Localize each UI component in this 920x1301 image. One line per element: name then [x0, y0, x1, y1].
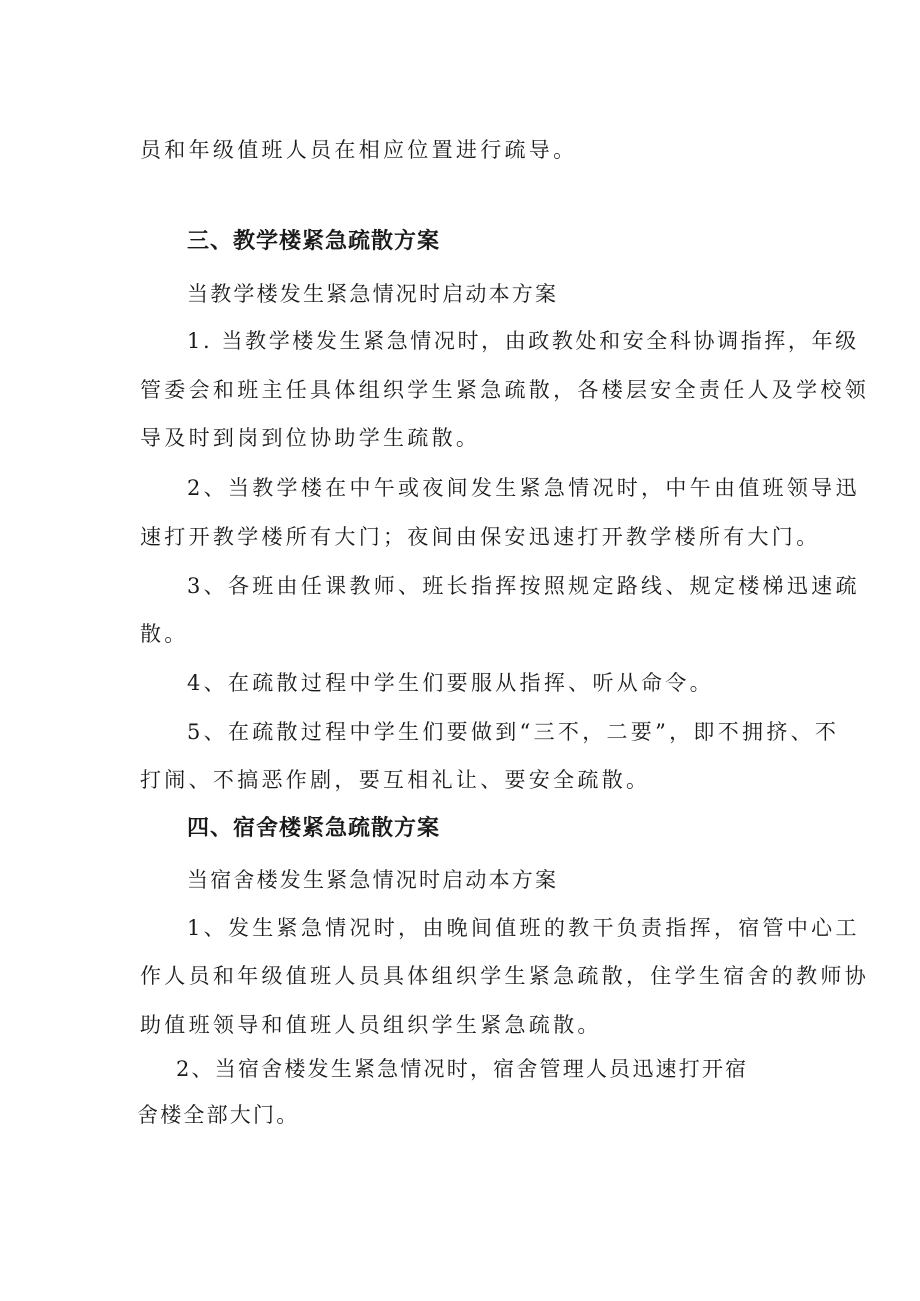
paragraph-line: 作人员和年级值班人员具体组织学生紧急疏散，住学生宿舍的教师协	[140, 964, 869, 988]
section-intro: 当教学楼发生紧急情况时启动本方案	[187, 282, 559, 306]
section-heading-teaching-building: 三、教学楼紧急疏散方案	[187, 229, 441, 254]
paragraph-line: 导及时到岗到位协助学生疏散。	[140, 426, 481, 450]
paragraph-line: 1. 当教学楼发生紧急情况时，由政教处和安全科协调指挥，年级	[187, 329, 859, 353]
paragraph-line: 4、在疏散过程中学生们要服从指挥、听从命令。	[187, 671, 714, 695]
paragraph-line: 管委会和班主任具体组织学生紧急疏散，各楼层安全责任人及学校领	[140, 378, 869, 402]
paragraph-line: 3、各班由任课教师、班长指挥按照规定路线、规定楼梯迅速疏	[187, 574, 860, 598]
paragraph-line: 2、当教学楼在中午或夜间发生紧急情况时，中午由值班领导迅	[187, 476, 860, 500]
paragraph-line: 1、发生紧急情况时，由晚间值班的教干负责指挥，宿管中心工	[187, 916, 860, 940]
paragraph-line: 5、在疏散过程中学生们要做到“三不，二要”，即不拥挤、不	[187, 720, 840, 744]
paragraph-line: 助值班领导和值班人员组织学生紧急疏散。	[140, 1013, 602, 1037]
section-intro: 当宿舍楼发生紧急情况时启动本方案	[187, 868, 559, 892]
paragraph-line: 员和年级值班人员在相应位置进行疏导。	[140, 138, 578, 162]
paragraph-line: 舍楼全部大门。	[137, 1103, 300, 1127]
paragraph-line: 速打开教学楼所有大门；夜间由保安迅速打开教学楼所有大门。	[140, 525, 821, 549]
paragraph-line: 2、当宿舍楼发生紧急情况时，宿舍管理人员迅速打开宿	[176, 1057, 749, 1081]
section-heading-dormitory: 四、宿舍楼紧急疏散方案	[187, 816, 441, 841]
paragraph-line: 散。	[140, 622, 189, 646]
paragraph-line: 打闹、不搞恶作剧，要互相礼让、要安全疏散。	[140, 768, 651, 792]
